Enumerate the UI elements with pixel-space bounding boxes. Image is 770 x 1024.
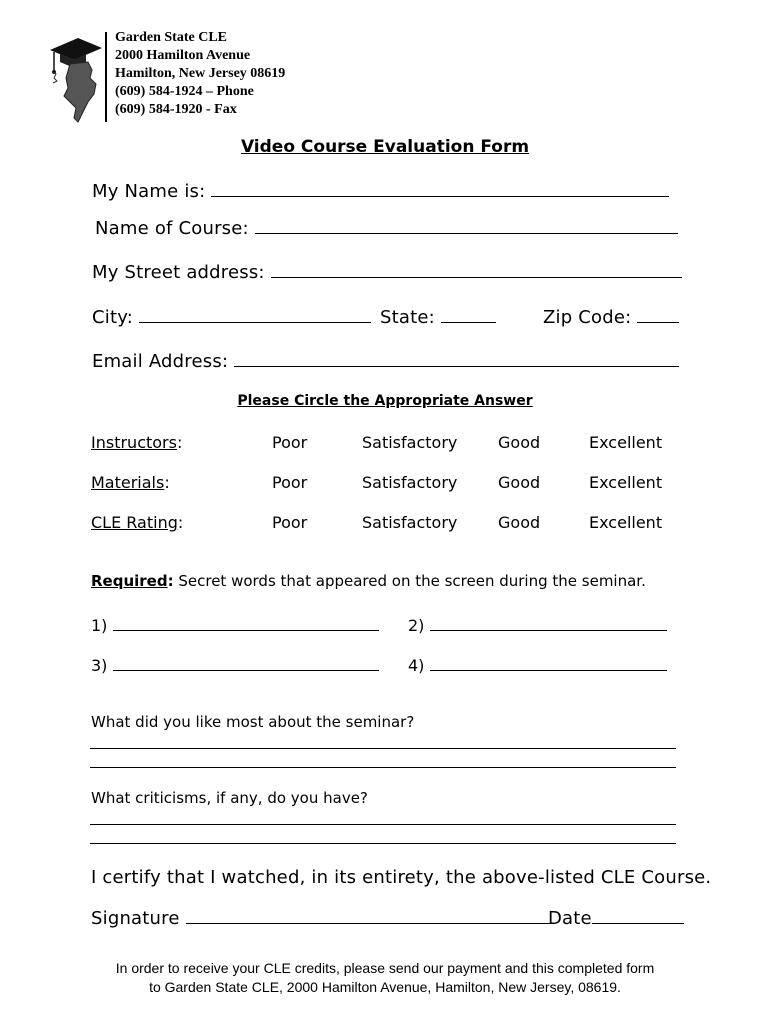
email-label: Email Address: <box>92 351 229 372</box>
required-text: Secret words that appeared on the screen during the seminar. <box>173 572 646 590</box>
secret-number: 3) <box>91 656 108 675</box>
org-fax: (609) 584-1920 - Fax <box>115 102 237 117</box>
secret-number: 4) <box>408 656 425 675</box>
org-name: Garden State CLE <box>115 30 227 45</box>
secret-word-3 <box>91 654 379 675</box>
street-label: My Street address: <box>92 262 265 283</box>
secret-word-input[interactable] <box>113 654 379 671</box>
street-field <box>92 261 682 283</box>
required-label: Required <box>91 572 168 590</box>
state-label: State: <box>380 307 435 328</box>
circle-instruction: Please Circle the Appropriate Answer <box>237 393 533 409</box>
signature-label: Signature <box>91 908 180 929</box>
option-poor[interactable]: Poor <box>272 513 308 532</box>
course-label: Name of Course: <box>95 218 249 239</box>
email-input-line[interactable] <box>234 350 679 367</box>
option-satisfactory[interactable]: Satisfactory <box>362 433 458 452</box>
footer-instructions <box>0 959 770 997</box>
option-excellent[interactable]: Excellent <box>589 473 663 492</box>
option-satisfactory[interactable]: Satisfactory <box>362 513 458 532</box>
question-liked: What did you like most about the seminar? <box>91 713 415 731</box>
org-street: 2000 Hamilton Avenue <box>115 48 251 63</box>
course-field <box>95 217 678 239</box>
street-input-line[interactable] <box>271 261 682 278</box>
secret-word-4 <box>408 654 667 675</box>
rating-row-materials <box>91 473 170 492</box>
signature-input-line[interactable] <box>186 907 550 924</box>
option-poor[interactable]: Poor <box>272 433 308 452</box>
secret-word-input[interactable] <box>430 614 667 631</box>
secret-number: 1) <box>91 616 108 635</box>
state-field <box>380 306 496 328</box>
rating-colon: : <box>176 433 183 452</box>
date-field <box>548 907 684 929</box>
secret-word-input[interactable] <box>430 654 667 671</box>
state-input-line[interactable] <box>441 306 496 323</box>
answer-line[interactable] <box>90 843 676 844</box>
org-city: Hamilton, New Jersey 08619 <box>115 66 286 81</box>
zip-label: Zip Code: <box>543 307 632 328</box>
nj-graduation-cap-logo <box>48 32 104 128</box>
secret-number: 2) <box>408 616 425 635</box>
rating-colon: : <box>177 513 184 532</box>
email-field <box>92 350 679 372</box>
option-good[interactable]: Good <box>498 433 541 452</box>
answer-line[interactable] <box>90 824 676 825</box>
required-note <box>91 572 646 590</box>
option-excellent[interactable]: Excellent <box>589 433 663 452</box>
form-title: Video Course Evaluation Form <box>240 137 530 157</box>
rating-label: Materials <box>91 473 165 492</box>
question-criticisms: What criticisms, if any, do you have? <box>91 789 368 807</box>
footer-line-1: In order to receive your CLE credits, please send our payment and this completed form <box>115 960 655 976</box>
option-excellent[interactable]: Excellent <box>589 513 663 532</box>
option-good[interactable]: Good <box>498 473 541 492</box>
rating-colon: : <box>164 473 170 492</box>
required-colon: : <box>167 572 174 590</box>
city-label: City: <box>92 307 134 328</box>
secret-word-2 <box>408 614 667 635</box>
name-input-line[interactable] <box>211 180 669 197</box>
rating-label: Instructors <box>91 433 177 452</box>
secret-word-input[interactable] <box>113 614 379 631</box>
zip-input-line[interactable] <box>637 306 679 323</box>
address-block <box>115 29 285 119</box>
option-poor[interactable]: Poor <box>272 473 308 492</box>
name-field <box>92 180 669 202</box>
option-good[interactable]: Good <box>498 513 541 532</box>
org-phone: (609) 584-1924 – Phone <box>115 84 254 99</box>
rating-row-cle-rating <box>91 513 183 532</box>
name-label: My Name is: <box>92 181 206 202</box>
certify-statement: I certify that I watched, in its entirety, the above-listed CLE Course. <box>91 867 712 888</box>
zip-field <box>543 306 679 328</box>
answer-line[interactable] <box>90 748 676 749</box>
signature-field <box>91 907 550 929</box>
header-divider <box>105 32 107 122</box>
option-satisfactory[interactable]: Satisfactory <box>362 473 458 492</box>
rating-row-instructors <box>91 433 182 452</box>
city-field <box>92 306 371 328</box>
secret-word-1 <box>91 614 379 635</box>
course-input-line[interactable] <box>255 217 678 234</box>
date-input-line[interactable] <box>592 907 684 924</box>
footer-line-2: to Garden State CLE, 2000 Hamilton Avenue, Hamilton, New Jersey, 08619. <box>149 979 621 995</box>
city-input-line[interactable] <box>139 306 371 323</box>
date-label: Date <box>548 908 592 929</box>
rating-label: CLE Rating <box>91 513 178 532</box>
answer-line[interactable] <box>90 767 676 768</box>
